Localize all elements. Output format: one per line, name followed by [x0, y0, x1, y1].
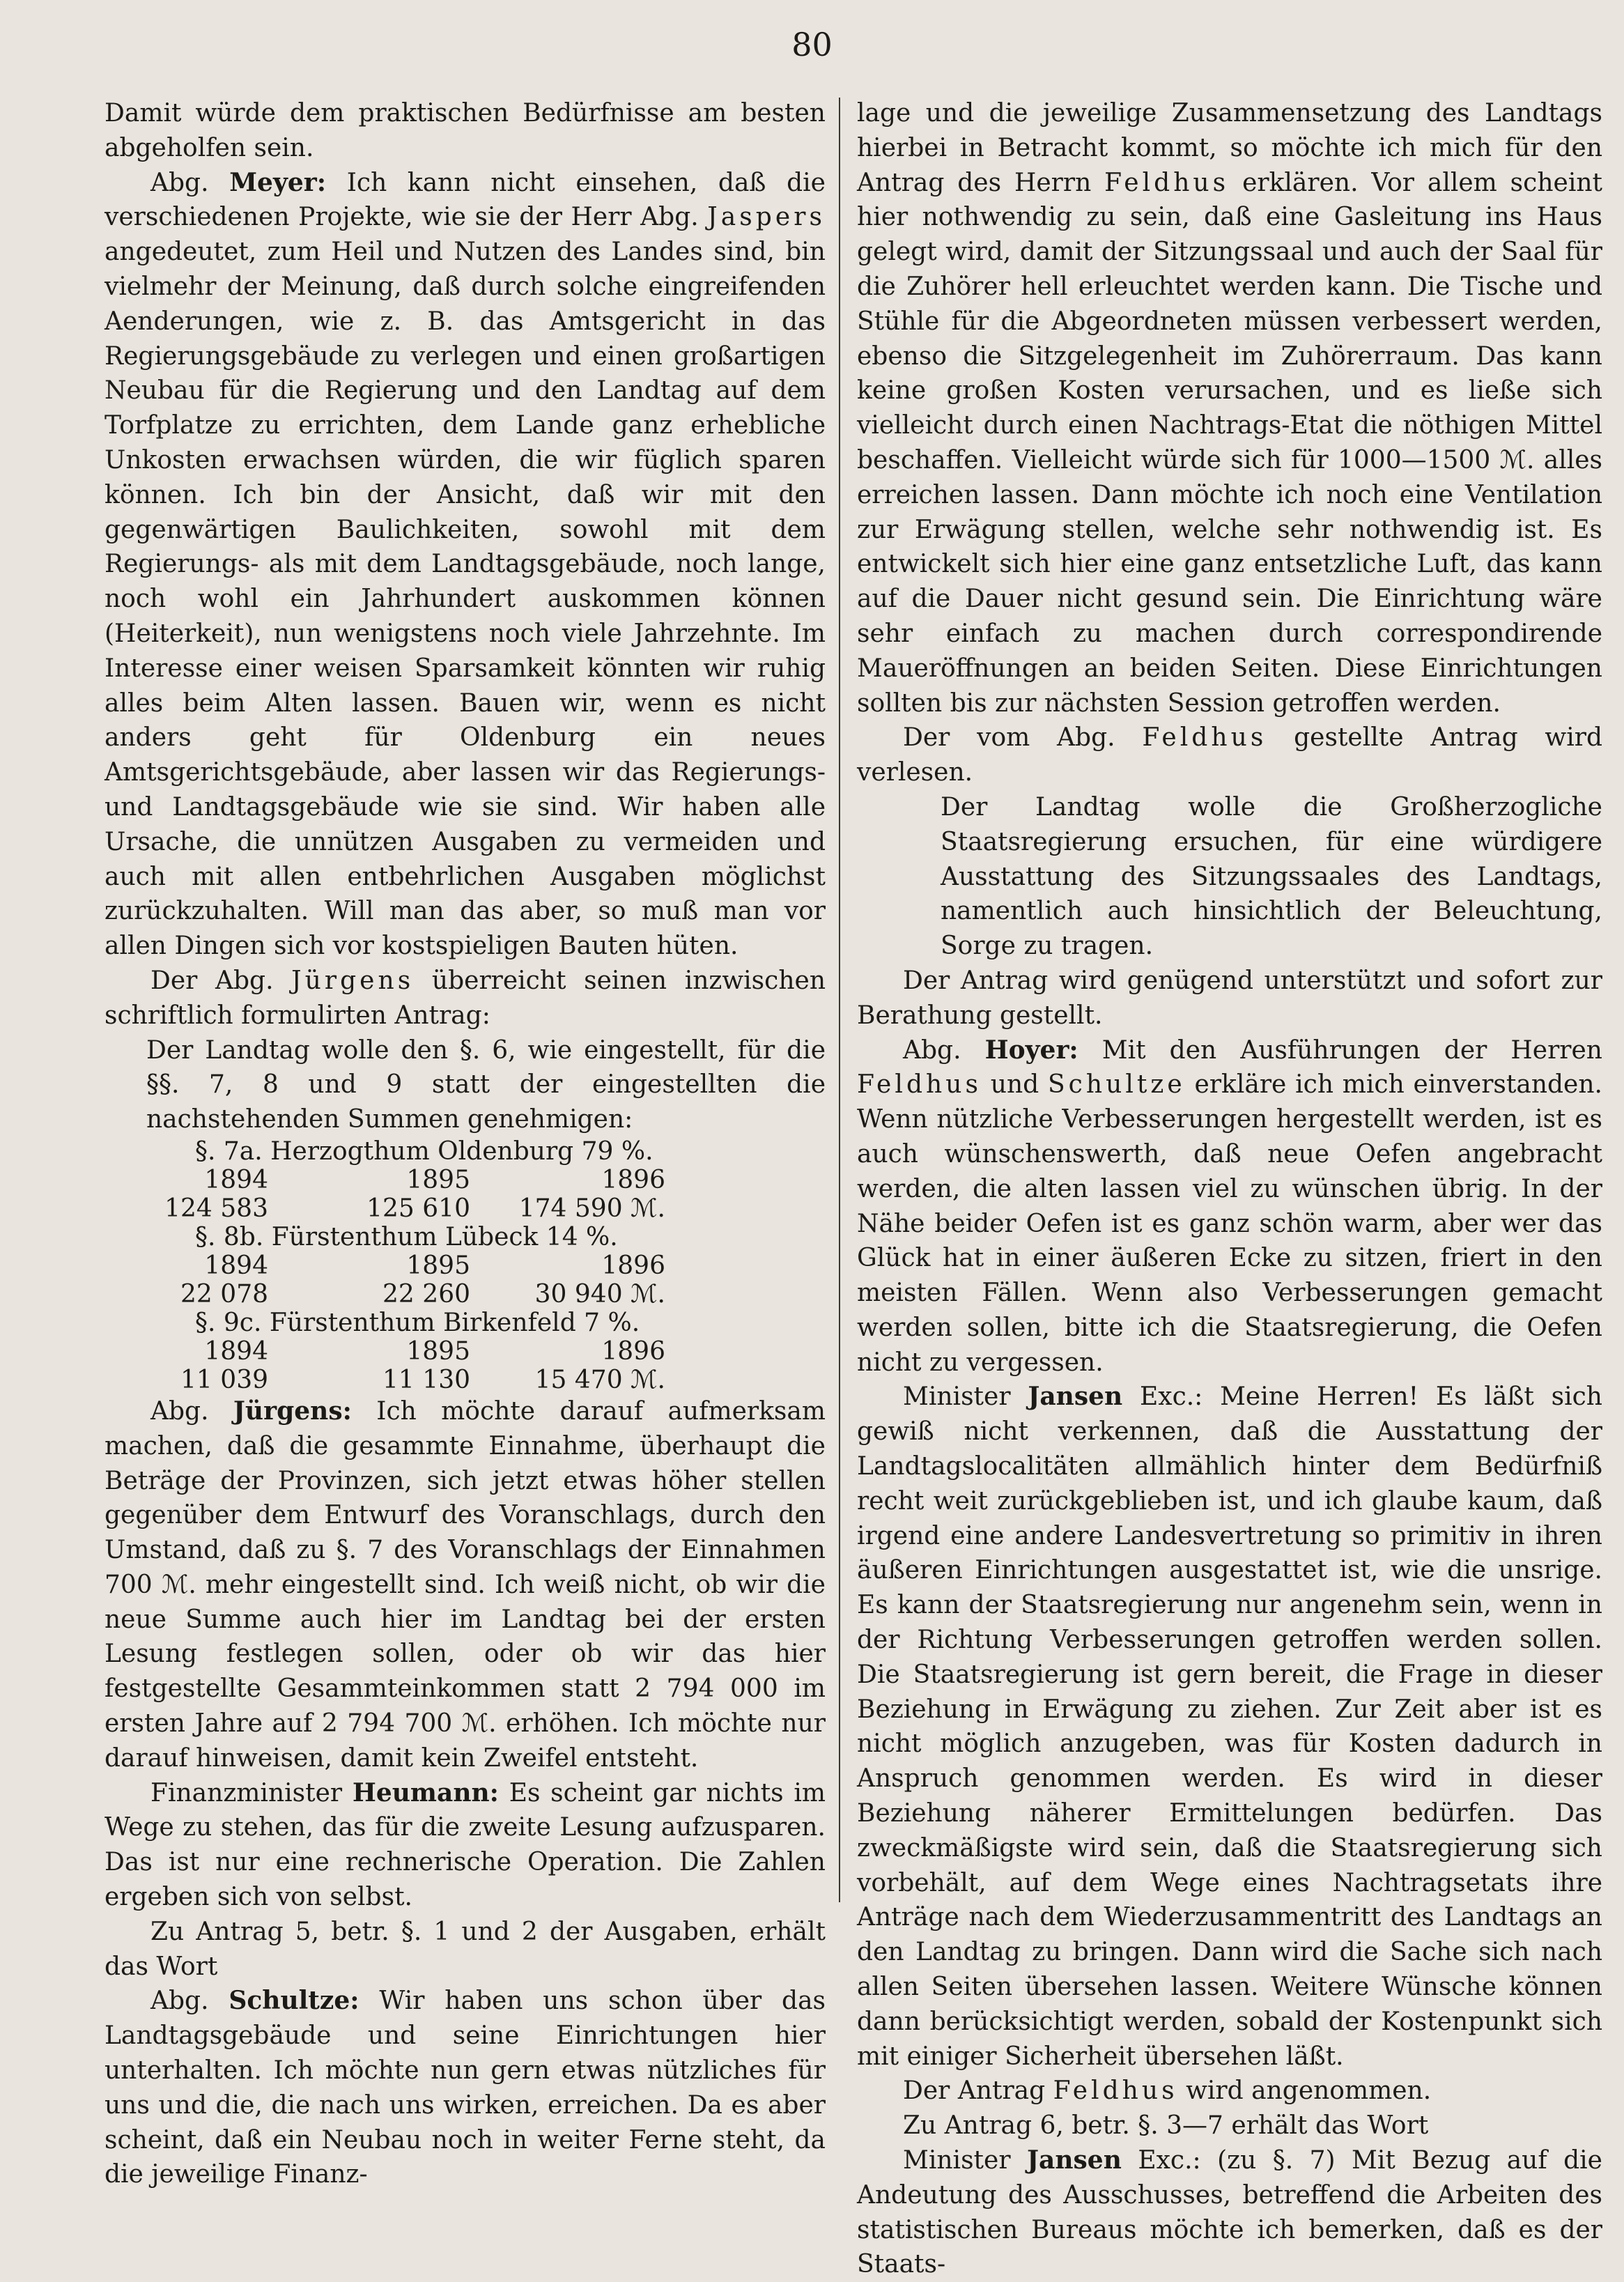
speaker-name: Schultze: — [229, 1986, 359, 2016]
amount-cell: 22 260 — [382, 1279, 470, 1309]
sums-table — [105, 1137, 678, 1394]
section-heading: §. 8b. Fürstenthum Lübeck 14 %. — [195, 1222, 618, 1251]
person-name: Feldhus — [1142, 723, 1267, 753]
year-cell: 1894 — [204, 1251, 268, 1280]
year-cell: 1895 — [406, 1336, 470, 1366]
person-name: Feldhus — [1053, 2076, 1178, 2106]
speech-jansen: Minister Jansen Exc.: Meine Herren! Es läßt sich gewiß nicht verkennen, daß die Ausstattung der Landtagslocalitäten allmählich hinter dem Bedürfniß recht weit zurückgeblieben ist, und ich glaube kaum, daß irgend eine andere Landesvertretung so primitiv in ihren äußeren Einrichtungen ausgestattet ist, wie die unsrige. Es kann der Staatsregierung nur angenehm sein, wenn in der Richtung Verbesserungen getroffen werden sollen. Die Staatsregierung ist gern bereit, die Frage in dieser Beziehung in Erwägung zu ziehen. Zur Zeit aber ist es nicht möglich anzugeben, was für Kosten dadurch in Anspruch genommen werden. Es wird in dieser Beziehung näherer Ermittelungen bedürfen. Das zweckmäßigste wird sein, daß die Staatsregierung sich vorbehält, auf dem Wege eines Nachtragsetats ihre Anträge nach dem Wiederzusammentritt des Landtags an den Landtag zu bringen. Dann wird die Sache sich nach allen Seiten übersehen lassen. Weitere Wünsche können dann berücksichtigt werden, sobald der Kostenpunkt sich mit einiger Sicherheit übersehen läßt. — [857, 1382, 1602, 2071]
speaker-name: Jansen — [1026, 2145, 1122, 2175]
speaker-name: Meyer: — [229, 167, 327, 197]
speech-juergens: Abg. Jürgens: Ich möchte darauf aufmerksam machen, daß die gesammte Einnahme, überhaupt die Beträge der Provinzen, sich jetzt etwas höher stellen gegenüber dem Entwurf des Voranschlags, durch den Umstand, daß zu §. 7 des Voranschlags der Einnahmen 700 ℳ. mehr eingestellt sind. Ich weiß nicht, ob wir die neue Summe auch hier im Landtag bei der ersten Lesung festlegen sollen, oder ob wir das hier festgestellte Gesammteinkommen statt 2 794 000 im ersten Jahre auf 2 794 700 ℳ. erhöhen. Ich möchte nur darauf hinweisen, damit kein Zweifel entsteht. — [105, 1396, 826, 1773]
speech-schultze: Abg. Schultze: Wir haben uns schon über das Landtagsgebäude und seine Einrichtungen hier unterhalten. Ich möchte nun gern etwas nützliches für uns und die, die nach uns wirken, erreichen. Da es aber scheint, daß ein Neubau noch in weiter Ferne steht, da die jeweilige Finanz- — [105, 1986, 826, 2189]
speaker-name: Hoyer: — [984, 1035, 1078, 1065]
speech-jansen-2: Minister Jansen Exc.: (zu §. 7) Mit Bezug auf die Andeutung des Ausschusses, betreffend die Arbeiten des statistischen Bureaus möchte ich bemerken, daß es der Staats- — [857, 2145, 1602, 2279]
left-column — [105, 96, 826, 2192]
amount-cell: 11 130 — [382, 1365, 470, 1394]
speech-schultze-continued: lage und die jeweilige Zusammensetzung des Landtags hierbei in Betracht kommt, so möchte ich mich für den Antrag des Herrn Feldhus erklären. Vor allem scheint hier nothwendig zu sein, daß eine Gasleitung ins Haus gelegt wird, damit der Sitzungssaal und auch der Saal für die Zuhörer hell erleuchtet werden kann. Die Tische und Stühle für die Abgeordneten müssen verbessert werden, ebenso die Sitzgelegenheit im Zuhörerraum. Das kann keine großen Kosten verursachen, und es ließe sich vielleicht durch einen Nachtrags-Etat die nöthigen Mittel beschaffen. Vielleicht würde sich für 1000—1500 ℳ. alles erreichen lassen. Dann möchte ich noch eine Ventilation zur Erwägung stellen, welche sehr nothwendig ist. Es entwickelt sich hier eine ganz entsetzliche Luft, das kann auf die Dauer nicht gesund sein. Die Einrichtung wäre sehr einfach zu machen durch correspondirende Maueröffnungen an beiden Seiten. Diese Einrichtungen sollten bis zur nächsten Session getroffen werden. — [857, 99, 1602, 718]
year-cell: 1896 — [601, 1336, 665, 1366]
paragraph-motion-intro: Der Abg. Jürgens überreicht seinen inzwischen schriftlich formulirten Antrag: — [105, 966, 826, 1030]
amount-cell: 11 039 — [180, 1365, 268, 1394]
right-column — [857, 96, 1602, 2282]
amount-cell: 174 590 ℳ. — [518, 1194, 665, 1223]
speech-heumann: Finanzminister Heumann: Es scheint gar nichts im Wege zu stehen, das für die zweite Lesung aufzusparen. Das ist nur eine rechnerische Operation. Die Zahlen ergeben sich von selbst. — [105, 1778, 826, 1912]
amount-cell: 125 610 — [366, 1194, 470, 1223]
speaker-name: Heumann: — [352, 1778, 499, 1807]
section-heading: §. 9c. Fürstenthum Birkenfeld 7 %. — [195, 1308, 640, 1337]
page-number: 80 — [791, 26, 833, 63]
year-cell: 1896 — [601, 1251, 665, 1280]
person-name: Feldhus — [857, 1070, 982, 1100]
paragraph: Zu Antrag 5, betr. §. 1 und 2 der Ausgaben, erhält das Wort — [105, 1917, 826, 1981]
year-cell: 1896 — [601, 1165, 665, 1194]
motion-text: Der Landtag wolle den §. 6, wie eingestellt, für die §§. 7, 8 und 9 statt der eingestellten die nachstehenden Summen genehmigen: — [146, 1035, 826, 1134]
person-name: Jaspers — [707, 203, 826, 232]
motion-text: Der Landtag wolle die Großherzogliche Staatsregierung ersuchen, für eine würdigere Ausstattung des Sitzungssaales des Landtags, namentlich auch hinsichtlich der Beleuchtung, Sorge zu tragen. — [941, 792, 1602, 961]
year-cell: 1895 — [406, 1165, 470, 1194]
amount-cell: 22 078 — [180, 1279, 268, 1309]
paragraph-motion-accepted: Der Antrag Feldhus wird angenommen. — [903, 2076, 1432, 2106]
amount-cell: 15 470 ℳ. — [534, 1365, 665, 1394]
year-cell: 1894 — [204, 1336, 268, 1366]
column-divider — [839, 98, 840, 1902]
speaker-name: Jansen — [1028, 1382, 1123, 1412]
speaker-name: Jürgens: — [233, 1396, 352, 1426]
year-cell: 1895 — [406, 1251, 470, 1280]
section-heading: §. 7a. Herzogthum Oldenburg 79 %. — [195, 1136, 654, 1166]
paragraph: Damit würde dem praktischen Bedürfnisse am besten abgeholfen sein. — [105, 99, 826, 162]
person-name: Jürgens — [291, 966, 415, 995]
speech-hoyer: Abg. Hoyer: Mit den Ausführungen der Herren Feldhus und Schultze erkläre ich mich einverstanden. Wenn nützliche Verbesserungen hergestellt werden, ist es auch wünschenswerth, daß neue Oefen angebracht werden, die alten lassen viel zu wünschen übrig. In der Nähe beider Oefen ist es ganz schön warm, aber wer das Glück hat in einer äußeren Ecke zu sitzen, friert in den meisten Fällen. Wenn also Verbesserungen gemacht werden sollen, bitte ich die Staatsregierung, die Oefen nicht zu vergessen. — [857, 1035, 1602, 1377]
speech-meyer: Abg. Meyer: Ich kann nicht einsehen, daß die verschiedenen Projekte, wie sie der Herr Abg. Jaspers angedeutet, zum Heil und Nutzen des Landes sind, bin vielmehr der Meinung, daß durch solche eingreifenden Aenderungen, wie z. B. das Amtsgericht in das Regierungsgebäude zu verlegen und einen großartigen Neubau für die Regierung und den Landtag auf dem Torfplatze zu errichten, dem Lande ganz erhebliche Unkosten erwachsen würden, die wir füglich sparen können. Ich bin der Ansicht, daß wir mit den gegenwärtigen Baulichkeiten, sowohl mit dem Regierungs- als mit dem Landtagsgebäude, noch lange, noch wohl ein Jahrhundert auskommen können (Heiterkeit), nun wenigstens noch viele Jahrzehnte. Im Interesse einer weisen Sparsamkeit könnten wir ruhig alles beim Alten lassen. Bauen wir, wenn es nicht anders geht für Oldenburg ein neues Amtsgerichtsgebäude, aber lassen wir das Regierungs- und Landtagsgebäude wie sie sind. Wir haben alle Ursache, die unnützen Ausgaben zu vermeiden und auch mit allen entbehrlichen Ausgaben möglichst zurückzuhalten. Will man das aber, so muß man vor allen Dingen sich vor kostspieligen Bauten hüten. — [105, 167, 826, 961]
year-cell: 1894 — [204, 1165, 268, 1194]
paragraph-motion-read: Der vom Abg. Feldhus gestellte Antrag wird verlesen. — [857, 723, 1602, 787]
amount-cell: 124 583 — [164, 1194, 268, 1223]
amount-cell: 30 940 ℳ. — [534, 1279, 665, 1309]
person-name: Schultze — [1047, 1070, 1186, 1100]
paragraph: Zu Antrag 6, betr. §. 3—7 erhält das Wort — [903, 2111, 1429, 2141]
paragraph: Der Antrag wird genügend unterstützt und sofort zur Berathung gestellt. — [857, 966, 1602, 1030]
person-name: Feldhus — [1104, 168, 1230, 197]
